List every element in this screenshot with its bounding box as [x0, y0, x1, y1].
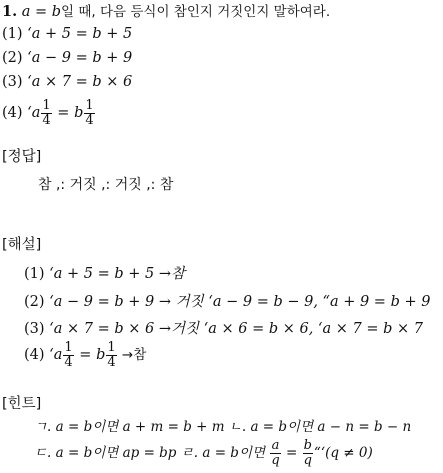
fraction-numerator: 1: [42, 97, 51, 113]
stem-text: 일 때, 다음 등식이 참인지 거짓인지 말하여라.: [61, 4, 331, 20]
item-expr: ‘a + 5 = b + 5 →참: [49, 266, 186, 282]
question-item-1: [2, 25, 132, 43]
question-item-2: [2, 49, 132, 67]
item-expr: ‘a × 7 = b × 6: [27, 74, 133, 90]
fraction-denominator: 4: [107, 354, 116, 370]
fraction: [63, 341, 73, 370]
fraction-denominator: q: [303, 453, 312, 468]
item-label: (4): [2, 105, 23, 121]
fraction-numerator: b: [303, 438, 312, 453]
fraction-denominator: 4: [64, 354, 73, 370]
fraction-denominator: q: [271, 453, 280, 468]
fraction-numerator: 1: [107, 339, 116, 355]
stem-math: a = b: [21, 4, 62, 20]
hint-line-1: ㄱ. a = b이면 a + m = b + m ㄴ. a = b이면 a − n = b − n: [34, 419, 412, 435]
item-expr: ‘a + 5 = b + 5: [27, 26, 133, 42]
item-expr-mid: = b: [52, 105, 84, 121]
item-label: (2): [2, 50, 23, 66]
question-stem: [2, 3, 330, 21]
item-expr: ‘a × 7 = b × 6 →거짓 ‘a × 6 = b × 6, ‘a × 7 = b × 7: [49, 321, 424, 337]
fraction: [41, 99, 51, 128]
hint-line-2-pre: ㄷ. a = b이면 ap = bp ㄹ. a = b이면: [34, 445, 270, 461]
item-label: (4): [24, 347, 45, 363]
fraction-numerator: a: [271, 438, 280, 453]
fraction-denominator: 4: [42, 112, 51, 128]
solution-heading: [해설]: [2, 237, 42, 253]
item-expr-pre: ‘a: [49, 347, 63, 363]
solution-item-3: [24, 320, 423, 338]
item-expr-mid: = b: [74, 347, 106, 363]
answer-text: 참 ,: 거짓 ,: 거짓 ,: 참: [38, 177, 174, 193]
answer-heading: [정답]: [2, 149, 42, 165]
solution-item-4: [24, 338, 146, 372]
item-expr-pre: ‘a: [27, 105, 41, 121]
fraction: [84, 99, 94, 128]
fraction-numerator: 1: [64, 339, 73, 355]
question-number: 1.: [2, 3, 18, 20]
item-label: (3): [2, 74, 23, 90]
fraction: [270, 439, 280, 468]
solution-item-2: [24, 293, 430, 311]
item-expr: ‘a − 9 = b + 9 → 거짓 ‘a − 9 = b − 9, “a + 9 = b + 9: [49, 294, 431, 310]
fraction: [303, 439, 313, 468]
item-label: (3): [24, 321, 45, 337]
solution-item-1: [24, 265, 185, 283]
hint-line-2-post: “‘(q ≠ 0): [313, 445, 373, 461]
item-expr-post: →참: [117, 347, 147, 363]
fraction-numerator: 1: [85, 97, 94, 113]
item-expr: ‘a − 9 = b + 9: [27, 50, 133, 66]
hint-line-2-mid: =: [281, 445, 302, 461]
hint-line-2: [34, 436, 373, 470]
question-item-3: [2, 73, 132, 91]
fraction-denominator: 4: [85, 112, 94, 128]
hint-heading: [힌트]: [2, 396, 42, 412]
fraction: [106, 341, 116, 370]
question-item-4: [2, 96, 96, 130]
item-label: (1): [24, 266, 45, 282]
item-label: (2): [24, 294, 45, 310]
item-label: (1): [2, 26, 23, 42]
